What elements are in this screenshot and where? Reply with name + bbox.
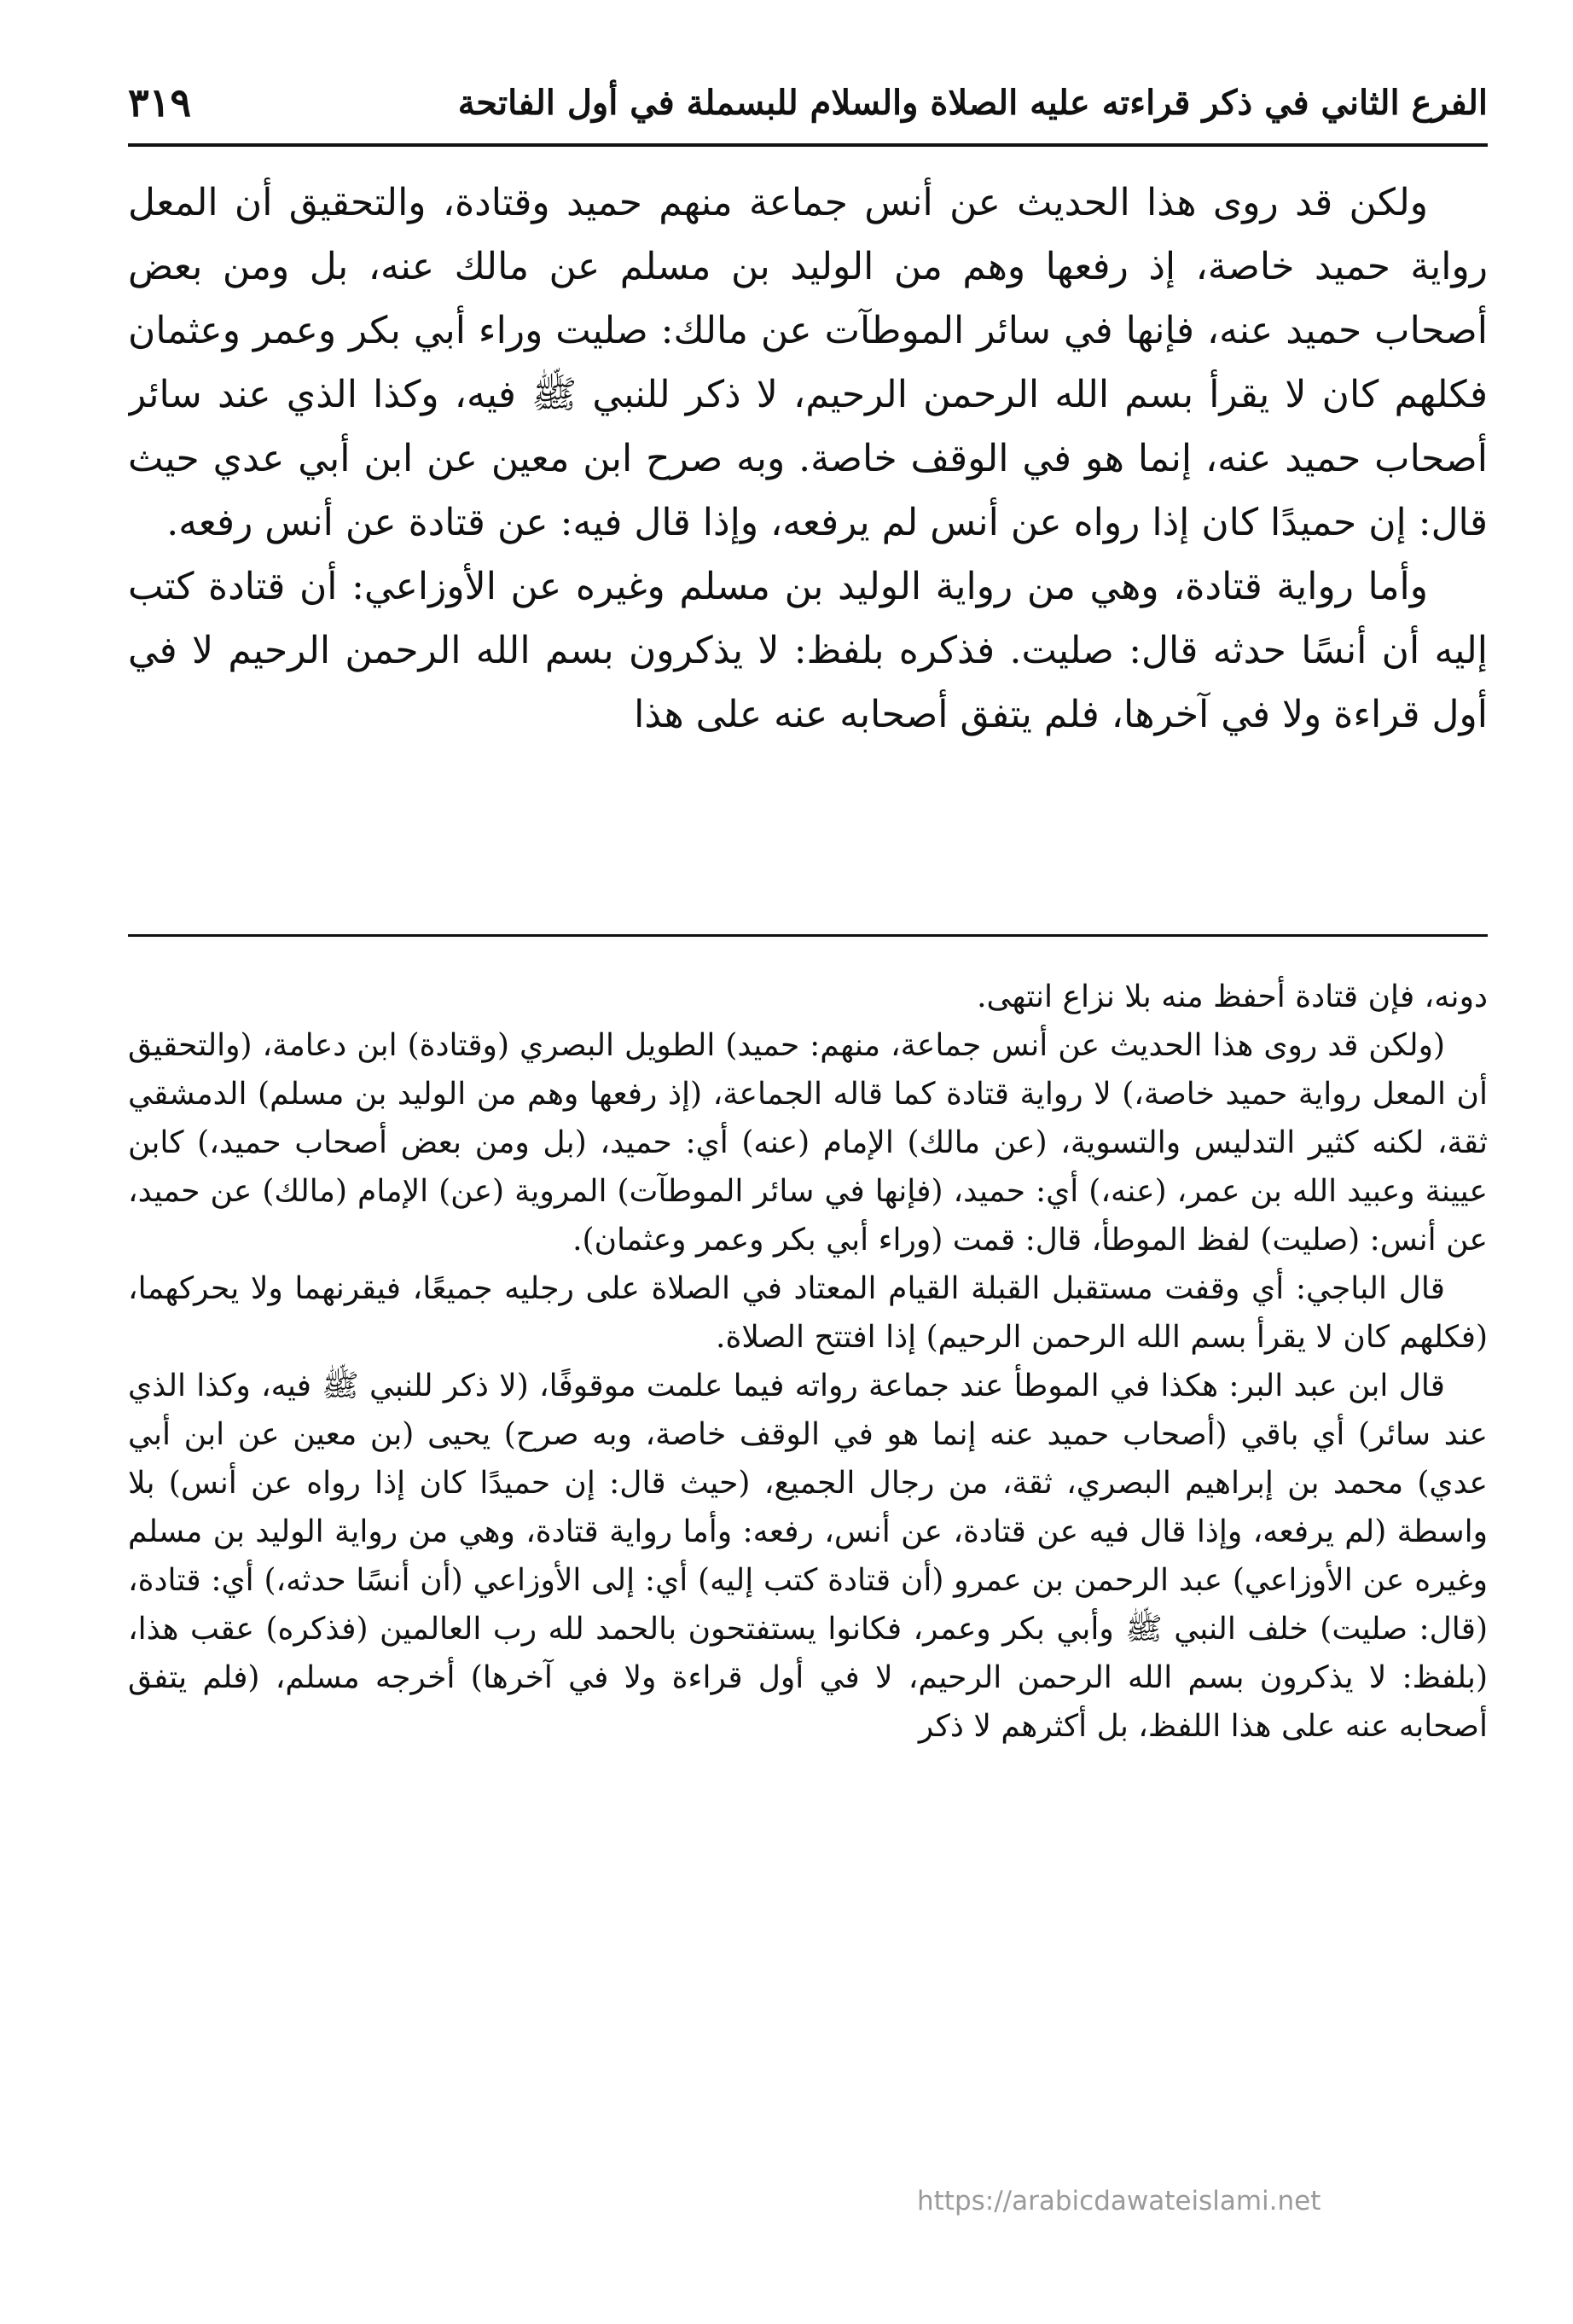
main-paragraph: ولكن قد روى هذا الحديث عن أنس جماعة منهم حميد وقتادة، والتحقيق أن المعل رواية حميد خاصة، إذ رفعها وهم من الوليد بن مسلم عن مالك عنه، بل ومن بعض أصحاب حميد عنه، فإنها في سائر الموطآت عن مالك: صليت وراء أبي بكر وعمر وعثمان فكلهم كان لا يقرأ بسم الله الرحمن الرحيم، لا ذكر للنبي ﷺ فيه، وكذا الذي عند سائر أصحاب حميد عنه، إنما هو في الوقف خاصة. وبه صرح ابن معين عن ابن أبي عدي حيث قال: إن حميدًا كان إذا رواه عن أنس لم يرفعه، وإذا قال فيه: عن قتادة عن أنس رفعه. xyxy=(128,181,1488,544)
page-number: ٣١٩ xyxy=(128,79,192,125)
page-header xyxy=(128,60,1488,145)
commentary-text xyxy=(128,973,1488,2176)
commentary-paragraph: دونه، فإن قتادة أحفظ منه بلا نزاع انتهى. xyxy=(977,979,1488,1014)
main-paragraph: وأما رواية قتادة، وهي من رواية الوليد بن مسلم وغيره عن الأوزاعي: أن قتادة كتب إليه أن أنسًا حدثه قال: صليت. فذكره بلفظ: لا يذكرون بسم الله الرحمن الرحيم لا في أول قراءة ولا في آخرها، فلم يتفق أصحابه عنه على هذا xyxy=(128,565,1488,736)
watermark-url: https://arabicdawateislami.net xyxy=(917,2186,1321,2217)
commentary-paragraph: (ولكن قد روى هذا الحديث عن أنس جماعة، منهم: حميد) الطويل البصري (وقتادة) ابن دعامة، (والتحقيق أن المعل رواية حميد خاصة،) لا رواية قتادة كما قاله الجماعة، (إذ رفعها وهم من الوليد بن مسلم) الدمشقي ثقة، لكنه كثير التدليس والتسوية، (عن مالك) الإمام (عنه) أي: حميد، (بل ومن بعض أصحاب حميد،) كابن عيينة وعبيد الله بن عمر، (عنه،) أي: حميد، (فإنها في سائر الموطآت) المروية (عن) الإمام (مالك) عن حميد، عن أنس: (صليت) لفظ الموطأ، قال: قمت (وراء أبي بكر وعمر وعثمان). xyxy=(128,1028,1488,1258)
commentary-paragraph: قال ابن عبد البر: هكذا في الموطأ عند جماعة رواته فيما علمت موقوفًا، (لا ذكر للنبي ﷺ فيه، وكذا الذي عند سائر) أي باقي (أصحاب حميد عنه إنما هو في الوقف خاصة، وبه صرح) يحيى (بن معين عن ابن أبي عدي) محمد بن إبراهيم البصري، ثقة، من رجال الجميع، (حيث قال: إن حميدًا كان إذا رواه عن أنس) بلا واسطة (لم يرفعه، وإذا قال فيه عن قتادة، عن أنس، رفعه: وأما رواية قتادة، وهي من رواية الوليد بن مسلم وغيره عن الأوزاعي) عبد الرحمن بن عمرو (أن قتادة كتب إليه) أي: إلى الأوزاعي (أن أنسًا حدثه،) أي: قتادة، (قال: صليت) خلف النبي ﷺ وأبي بكر وعمر، فكانوا يستفتحون بالحمد لله رب العالمين (فذكره) عقب هذا، (بلفظ: لا يذكرون بسم الله الرحمن الرحيم، لا في أول قراءة ولا في آخرها) أخرجه مسلم، (فلم يتفق أصحابه عنه على هذا اللفظ، بل أكثرهم لا ذكر xyxy=(128,1368,1488,1744)
commentary-paragraph: قال الباجي: أي وقفت مستقبل القبلة القيام المعتاد في الصلاة على رجليه جميعًا، فيقرنهما ولا يحركهما، (فكلهم كان لا يقرأ بسم الله الرحمن الرحيم) إذا افتتح الصلاة. xyxy=(128,1271,1488,1355)
main-text xyxy=(128,171,1488,921)
footnote-divider xyxy=(128,934,1488,937)
running-title: الفرع الثاني في ذكر قراءته عليه الصلاة والسلام للبسملة في أول الفاتحة xyxy=(457,82,1488,123)
header-rule xyxy=(128,143,1488,147)
